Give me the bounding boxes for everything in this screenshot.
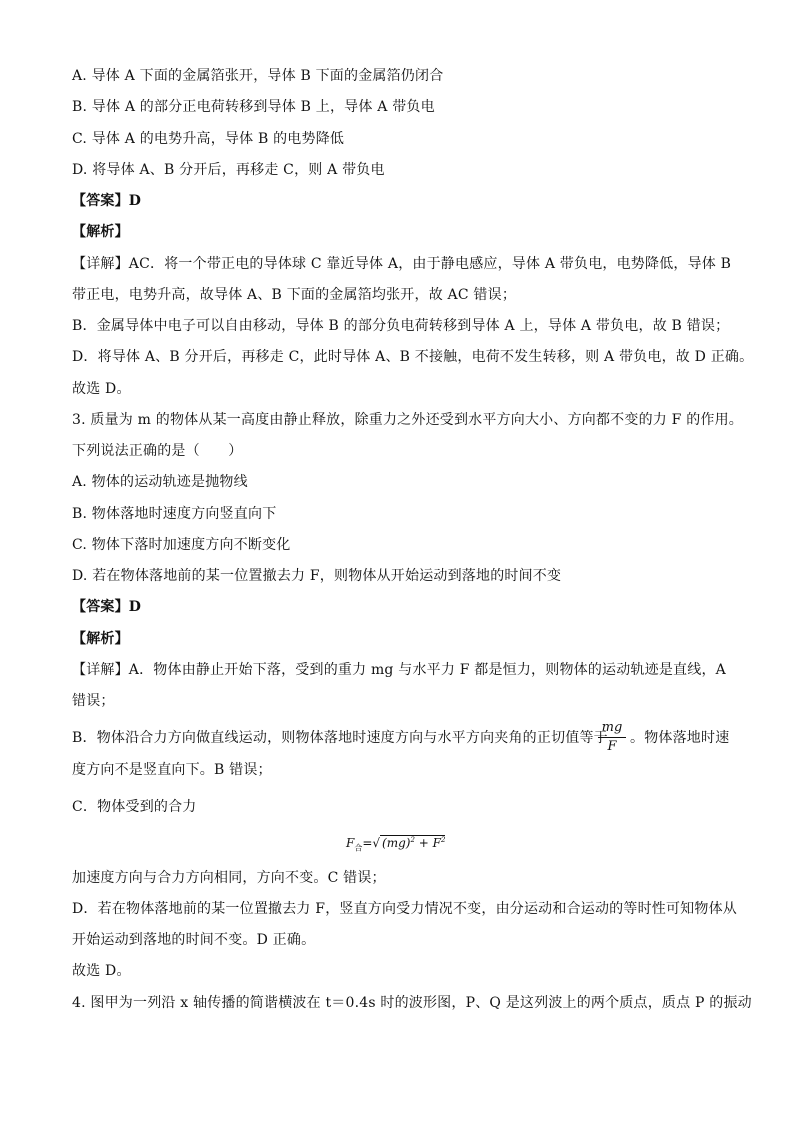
answer-q3: 【答案】D — [72, 599, 142, 615]
explanation-line: B．物体沿合力方向做直线运动，则物体落地时速度方向与水平方向夹角的正切值等于 — [72, 730, 608, 746]
fraction-mg-over-f — [598, 720, 626, 755]
formula-radicand — [380, 835, 445, 850]
formula-inner: (mg) — [382, 836, 411, 850]
option-d-q2: D. 将导体 A、B 分开后，再移走 C，则 A 带负电 — [72, 162, 385, 178]
option-c-q3: C. 物体下落时加速度方向不断变化 — [72, 537, 291, 553]
explanation-line: 【详解】A．物体由静止开始下落，受到的重力 mg 与水平力 F 都是恒力，则物体的运动轨迹是直线，A — [72, 662, 726, 678]
option-d-q3: D. 若在物体落地前的某一位置撤去力 F，则物体从开始运动到落地的时间不变 — [72, 568, 562, 584]
question-4-stem: 4. 图甲为一列沿 x 轴传播的简谐横波在 t＝0.4s 时的波形图，P、Q 是这列波上的两个质点，质点 P 的振动 — [72, 995, 752, 1011]
conclusion-q3: 故选 D。 — [72, 963, 131, 979]
explanation-line: 开始运动到落地的时间不变。D 正确。 — [72, 932, 316, 948]
formula-exponent: 2 — [440, 836, 446, 844]
explanation-line: 带正电，电势升高，故导体 A、B 下面的金属箔均张开，故 AC 错误； — [72, 287, 517, 303]
explanation-line: 【详解】AC．将一个带正电的导体球 C 靠近导体 A，由于静电感应，导体 A 带负电，电势降低，导体 B — [72, 256, 732, 272]
question-3-stem: 3. 质量为 m 的物体从某一高度由静止释放，除重力之外还受到水平方向大小、方向都不变的力 F 的作用。 — [72, 412, 743, 428]
sqrt-icon: √ — [372, 836, 381, 850]
formula-plus-term: + F — [414, 836, 441, 850]
formula-lhs: F — [346, 836, 355, 850]
explanation-line: D．若在物体落地前的某一位置撤去力 F，竖直方向受力情况不变，由分运动和合运动的等时性可知物体从 — [72, 901, 737, 917]
explanation-line: D．将导体 A、B 分开后，再移走 C，此时导体 A、B 不接触，电荷不发生转移，则 A 带负电，故 D 正确。 — [72, 349, 754, 365]
explanation-line: C．物体受到的合力 — [72, 799, 197, 815]
formula-exponent: 2 — [410, 836, 415, 844]
option-a-q2: A. 导体 A 下面的金属箔张开，导体 B 下面的金属箔仍闭合 — [72, 68, 444, 84]
question-3-stem: 下列说法正确的是（ ） — [72, 443, 243, 459]
formula-subscript: 合 — [354, 843, 363, 853]
option-b-q3: B. 物体落地时速度方向竖直向下 — [72, 506, 277, 522]
explanation-line: 度方向不是竖直向下。B 错误； — [72, 762, 272, 778]
explanation-line: 。物体落地时速 — [630, 730, 730, 746]
explanation-line: 错误； — [72, 693, 115, 709]
analysis-heading-q3: 【解析】 — [72, 631, 129, 647]
option-a-q3: A. 物体的运动轨迹是抛物线 — [72, 474, 248, 490]
explanation-line: 加速度方向与合力方向相同，方向不变。C 错误； — [72, 870, 386, 886]
formula-equals: = — [362, 836, 373, 850]
option-c-q2: C. 导体 A 的电势升高，导体 B 的电势降低 — [72, 131, 345, 147]
resultant-force-formula — [346, 830, 445, 858]
fraction-denominator: F — [607, 739, 617, 754]
fraction-numerator: mg — [598, 720, 626, 738]
analysis-heading-q2: 【解析】 — [72, 224, 129, 240]
conclusion-q2: 故选 D。 — [72, 381, 131, 397]
explanation-line: B．金属导体中电子可以自由移动，导体 B 的部分负电荷转移到导体 A 上，导体 A 带负电，故 B 错误； — [72, 318, 730, 334]
option-b-q2: B. 导体 A 的部分正电荷转移到导体 B 上，导体 A 带负电 — [72, 99, 435, 115]
answer-q2: 【答案】D — [72, 193, 142, 209]
